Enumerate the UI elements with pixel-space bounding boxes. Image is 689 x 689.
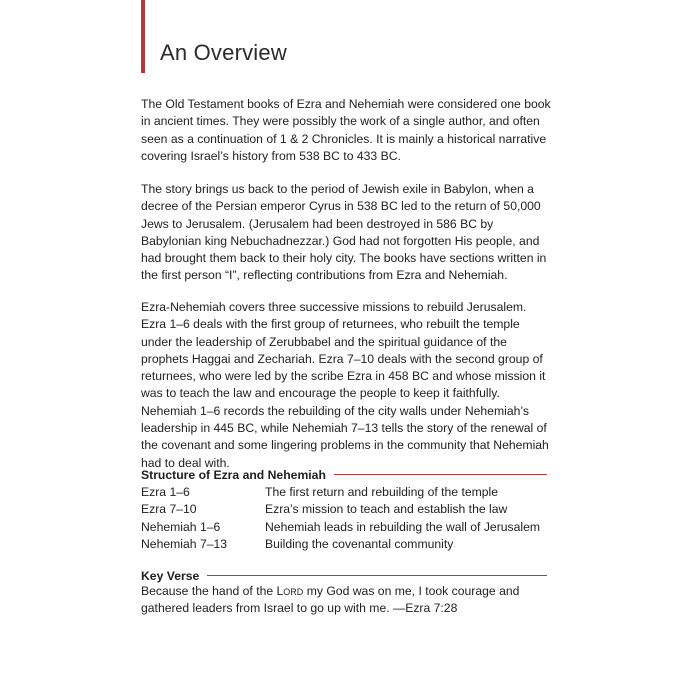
structure-desc: Ezra’s mission to teach and establish the law	[265, 502, 508, 517]
structure-ref: Nehemiah 7–13	[141, 536, 228, 551]
body-paragraph-2: The story brings us back to the period of Jewish exile in Babylon, when a decree of the Persian emperor Cyrus in 538 BC led to the return of 50,000 Jews to Jerusalem. (Jerusalem had been destroyed in 586 BC by Babylonian king Nebuchadnezzar.) God had not forgotten His people, and had brought them back to their holy city. The books have sections written in the first person “I”, reflecting contributions from Ezra and Nehemiah.	[141, 182, 547, 283]
title-accent-bar	[141, 0, 145, 73]
structure-table	[141, 484, 540, 553]
structure-row	[141, 536, 540, 553]
key-verse-heading-label: Key Verse	[141, 568, 200, 583]
body-paragraph-1: The Old Testament books of Ezra and Nehemiah were considered one book in ancient times. They were possibly the work of a single author, and often seen as a continuation of 1 & 2 Chronicles. It is mainly a historical narrative covering Israel’s history from 538 BC to 433 BC.	[141, 97, 551, 163]
key-verse-heading	[141, 567, 547, 584]
structure-ref: Ezra 1–6	[141, 485, 190, 499]
key-verse-text-after: my God was on me, I took courage and gathered leaders from Israel to go up with me. —Ezra 7:28	[141, 584, 520, 616]
structure-heading-label: Structure of Ezra and Nehemiah	[141, 467, 326, 482]
structure-row	[141, 501, 540, 518]
structure-desc: Nehemiah leads in rebuilding the wall of Jerusalem	[265, 519, 541, 534]
structure-ref: Nehemiah 1–6	[141, 519, 221, 534]
key-verse-heading-rule	[207, 575, 547, 577]
page-title: An Overview	[160, 40, 287, 65]
key-verse-text-before: Because the hand of the	[141, 584, 277, 598]
structure-heading-rule	[334, 474, 547, 476]
structure-row	[141, 484, 540, 501]
structure-desc: The first return and rebuilding of the temple	[265, 485, 499, 499]
structure-ref: Ezra 7–10	[141, 502, 197, 517]
structure-row	[141, 519, 540, 536]
structure-desc: Building the covenantal community	[265, 536, 454, 551]
key-verse-text	[141, 583, 551, 618]
body-paragraph-3: Ezra-Nehemiah covers three successive missions to rebuild Jerusalem. Ezra 1–6 deals with the first group of returnees, who rebuilt the temple under the leadership of Zerubbabel and the spiritual guidance of the prophets Haggai and Zechariah. Ezra 7–10 deals with the second group of returnees, who were led by the scribe Ezra in 458 BC and whose mission it was to teach the law and encourage the people to keep it faithfully. Nehemiah 1–6 records the rebuilding of the city walls under Nehemiah’s leadership in 445 BC, while Nehemiah 7–13 tells the story of the renewal of the covenant and some lingering problems in the community that Nehemiah had to deal with.	[141, 300, 549, 470]
key-verse-lord: Lord	[276, 584, 304, 598]
structure-heading	[141, 466, 547, 483]
